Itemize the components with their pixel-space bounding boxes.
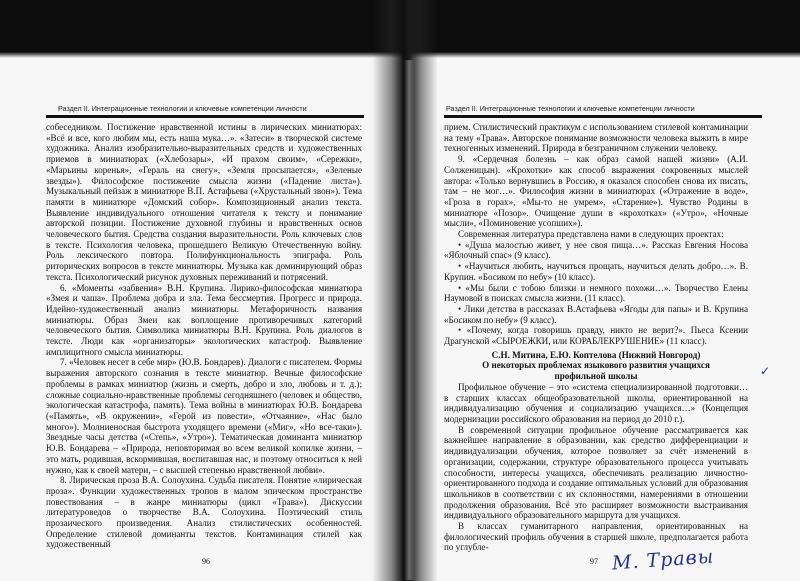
left-page-number: 96 bbox=[202, 557, 210, 566]
project-item-1: • «Душа малостью живет, у нее своя пища…». Рассказ Евгения Носова «Яблочный спас» (9 класс). bbox=[444, 239, 748, 261]
article-paragraph-1: Профильное обучение – это «система специализированной подготовки… в старших классах общеобразовательной школы, ориентированной на индивидуализацию обучения и социализацию учащихся…» (Концепция модернизации российского образования на период до 2010 г.). bbox=[444, 381, 748, 424]
right-header-rule bbox=[444, 115, 762, 118]
right-page-number: 97 bbox=[590, 557, 598, 566]
project-item-3: • «Мы были с тобою близки и немного похожи…». Творчество Елены Наумовой в поисках смысла жизни. (11 класс). bbox=[444, 282, 748, 304]
left-running-header: Раздел II. Интеграционные технологии и ключевые компетенции личности bbox=[58, 104, 307, 113]
left-paragraph-2: 6. «Моменты «забвения» В.Н. Крупина. Лирико-философская миниатюра «Змея и чаша». Проблема добра и зла. Тема бессмертия. Прогресс и природа. Идейно-художественный анализ миниатюры. Метафоричность названия миниатюры. Образ Змеи как воплощение противоречивых категорий человеческого бытия. Символика миниатюры В.Н. Крупина. Роль диалогов в тексте. Люди как «организаторы» экологических катастроф. Выявление имплицитного смысла миниатюры. bbox=[46, 282, 362, 357]
right-page-body bbox=[444, 122, 748, 553]
left-page-body bbox=[46, 122, 362, 550]
gutter-highlight bbox=[404, 60, 414, 580]
project-item-2: • «Научиться любить, научиться прощать, научиться делать добро…». В. Крупин. «Босиком по небу» (10 класс). bbox=[444, 261, 748, 282]
left-header-rule bbox=[46, 115, 364, 118]
project-item-5: • «Почему, когда говоришь правду, никто не верит?». Пьеса Ксении Драгунской «СЫРОЕЖКИ, или КОРАБЛЕКРУШЕНИЕ» (11 класс). bbox=[444, 325, 748, 347]
right-running-header: Раздел II. Интеграционные технологии и ключевые компетенции личности bbox=[446, 104, 695, 113]
article-paragraph-2: В современной ситуации профильное обучение рассматривается как важнейшее направление в образовании, как средство дифференциации и индивидуализации обучения, которое позволяет за счёт изменений в организации, содержании, структуре образовательного процесса учитывать способности, интересы учащихся, обеспечивать реализацию личностно-ориентированного подхода и создание оптимальных условий для образования школьников в соответствии с их склонностями, намерениями в отношении продолжения образования. Всё это расширяет возможности выстраивания индивидуального образовательного маршрута для учащихся. bbox=[444, 424, 748, 521]
left-paragraph-4: 8. Лирическая проза В.А. Солоухина. Судьба писателя. Понятие «лирическая проза». Функции художественных тропов в малом эпическом пространстве повествования – в жанре миниатюры (цикл «Трава»). Дискуссии литературоведов о творчестве В.А. Солоухина. Поэтический стиль прозаического произведения. Анализ стилистических особенностей. Определение стилевой доминанты текстов. Контаминация стилей как художественный bbox=[46, 475, 362, 550]
left-paragraph-3: 7. «Человек несет в себе мир» (Ю.В. Бондарев). Диалоги с писателем. Формы выражения авторского сознания в тексте миниатюр. Вечные философские проблемы в рамках миниатюр (жизнь и смерть, добро и зло, любовь и т. д.); сложные социально-нравственные проблемы сегодняшнего (человек и общество, экологическая катастрофа, память). Тема войны в миниатюрах Ю.В. Бондарева («Память», «В окружении», «Герой из повести», «Отчаяние», «Нас было много»). Молниеносная быстрота уходящего времени («Миг», «Но все-таки»). Звездные часы детства («Степь», «Утро»). Тематическая доминанта миниатюр Ю.В. Бондарева – «Природа, неповторимая во всем великой копилке жизни, – это мать, родившая, вскормившая, воспитавшая нас, и поэтому относиться к ней нужно, как к своей матери, – с высшей степенью нравственной любви». bbox=[46, 357, 362, 475]
handwritten-signature: М. Травы bbox=[611, 545, 715, 575]
project-item-4: • Лики детства в рассказах В.Астафьева «Ягоды для папы» и В. Крупина «Босиком по небу» (9 класс). bbox=[444, 303, 748, 325]
article-authors: С.Н. Митина, Е.Ю. Коптелова (Нижний Новгород) bbox=[491, 349, 701, 360]
right-paragraph-3: Современная литература представлена нами в следующих проектах: bbox=[458, 229, 724, 240]
article-title-line-1: О некоторых проблемах языкового развития учащихся bbox=[482, 360, 710, 371]
left-paragraph-1: собеседником. Постижение нравственной истины в лирических миниатюрах: «Всё и все, кого любим мы, есть наша мука…». «Затеси» в творческой системе художника. Анализ изобразительно-выразительных средств и художественных приемов в миниатюрах («Хлебозары», «И прахом своим», «Сережки», «Марьины коренья», «Гераль на снегу», «Земля просыпается», «Зеленые звезды»). Философское постижение смысла жизни («Падение листа»). Музыкальный пейзаж в миниатюре В.П. Астафьева («Хрустальный звон»). Тема памяти в миниатюре «Домский собор». Композиционный анализ текста. Выявление индивидуального отношения читателя к тексту и понимание авторской позиции. Постижение духовной глубины и нравственных основ человеческого бытия. Средства создания выразительности. Роль ключевых слов в тексте. Психология человека, прошедшего Великую Отечественную войну. Роль лексического повтора. Полифункциональность эпиграфа. Роль риторических вопросов в тексте миниатюры. Музыка как доминирующий образ текста. Психологический рисунок духовных переживаний и потрясений. bbox=[46, 122, 362, 282]
article-paragraph-3: В классах гуманитарного направления, ориентированных на филологический профиль обучения в старшей школе, предполагается работа по углубле- bbox=[444, 521, 748, 553]
article-title-line-2: профильной школы bbox=[554, 371, 638, 382]
right-paragraph-2: 9. «Сердечная болезнь – как образ самой нашей жизни» (А.И. Солженицын). «Крохотки» как способ выражения сокровенных мыслей автора: «Только вернувшись в Россию, я оказался способен снова их писать, там – не мог…». Философия жизни в миниатюрах («Отражение в воде», «Гроза в горах», «Мы-то не умрем», «Старение»). Чувство Родины в миниатюре «Позор». Очищение души в «крохотках» («Утро», «Ночные мысли», «Поминовение усопших»). bbox=[444, 154, 748, 229]
right-paragraph-1: прием. Стилистический практикум с использованием стилевой контаминации на тему «Трава». Авторское понимание возможности человека выжить в мире техногенных изменений. Природа в безграничном служении человеку. bbox=[444, 122, 748, 154]
handwritten-check-mark: ✓ bbox=[760, 364, 771, 378]
